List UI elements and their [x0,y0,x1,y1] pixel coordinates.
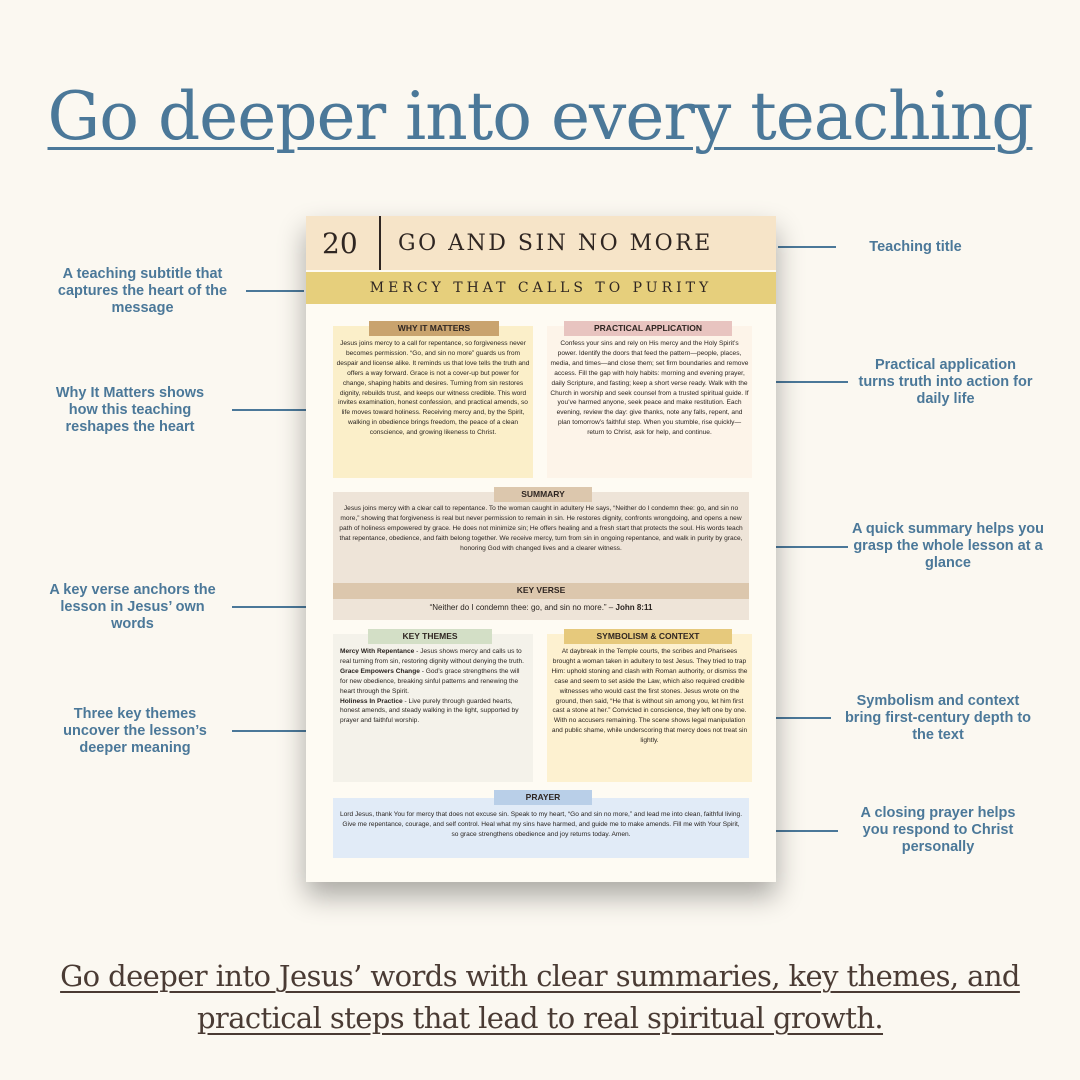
teaching-subtitle: MERCY THAT CALLS TO PURITY [306,272,776,304]
summary-text: Jesus joins mercy with a clear call to repentance. To the woman caught in adultery He says, “Neither do I condemn thee: go, and sin no more,” showing that forgiveness is real but never permission to remain in sin. He restores dignity, confronts wrongdoing, and opens a new path of holiness empowered by grace. He does not minimize sin; He offers healing and a fresh start that protects the soul. His words teach that repentance, obedience, and faith belong together. We receive mercy, turn from sin in ongoing repentance, and walk in purity by grace, honoring God with changed lives and a clearer witness. [339,505,743,552]
key-verse-text [337,603,745,613]
symbolism-text: At daybreak in the Temple courts, the scribes and Pharisees brought a woman taken in adultery to test Jesus. They tried to trap Him: uphold stoning and clash with Roman authority, or dismiss the case and seem to set aside the Law, which also required credible witnesses who would cast the first stones. Jesus wrote on the ground, then said, “He that is without sin among you, let him first cast a stone at her.” Convicted in conscience, they left one by one. With no accusers remaining. The scene shows legal manipulation and public shame, while underscoring that mercy does not treat sin lightly. [551,648,748,745]
connector-line [246,290,304,292]
callout-teaching-title: Teaching title [869,239,962,255]
practical-label: PRACTICAL APPLICATION [564,321,732,336]
callout-symbolism: Symbolism and context bring first-century depth to the text [844,693,1032,743]
title-band [306,216,776,270]
callout-practical: Practical application turns truth into action for daily life [858,357,1033,407]
callout-prayer: A closing prayer helps you respond to Christ personally [860,805,1016,855]
callout-key-verse: A key verse anchors the lesson in Jesus’ own words [49,582,216,632]
connector-line [776,381,848,383]
connector-line [776,830,838,832]
key-verse-ref: John 8:11 [615,603,653,612]
teaching-number: 20 [322,227,358,260]
connector-line [776,546,848,548]
key-verse-label [333,583,749,599]
teaching-title: GO AND SIN NO MORE [398,231,713,256]
teaching-page-preview [306,216,776,882]
title-divider [379,216,381,270]
key-themes-label: KEY THEMES [368,629,492,644]
symbolism-label: SYMBOLISM & CONTEXT [564,629,732,644]
callout-summary: A quick summary helps you grasp the whole lesson at a glance [851,521,1045,571]
theme-item: Grace Empowers Change - God’s grace strengthens the will for new obedience, breaking sinful patterns and renewing the heart through the Spirit. [340,667,520,695]
callout-why-matters: Why It Matters shows how this teaching reshapes the heart [55,385,205,435]
why-matters-label: WHY IT MATTERS [369,321,499,336]
callout-subtitle: A teaching subtitle that captures the heart of the message [57,266,228,316]
prayer-text: Lord Jesus, thank You for mercy that does not excuse sin. Speak to my heart, “Go and sin no more,” and lead me into clean, faithful living. Give me repentance, courage, and self control. Heal what my sins have harmed, and guide me to make amends. Fill me with Your Spirit, so grace strengthens obedience and joy returns today. Amen. [339,811,743,838]
summary-label: SUMMARY [494,487,592,502]
headline: Go deeper into every teaching [47,78,1033,155]
footer-tagline: Go deeper into Jesus’ words with clear summaries, key themes, and practical steps that lead to real spiritual growth. [60,959,1020,1035]
theme-item: Holiness In Practice - Live purely through guarded hearts, honest amends, and steady walking in the light, supported by prayer and faithful worship. [340,697,519,725]
key-themes-list [340,647,526,726]
key-verse-label-text: KEY VERSE [516,585,566,595]
key-verse-quote: “Neither do I condemn thee: go, and sin no more.” – [429,603,614,612]
prayer-label: PRAYER [494,790,592,805]
theme-item: Mercy With Repentance - Jesus shows mercy and calls us to real turning from sin, restoring dignity without denying the truth. [340,648,524,665]
callout-key-themes: Three key themes uncover the lesson’s deeper meaning [63,706,207,756]
practical-text: Confess your sins and rely on His mercy and the Holy Spirit’s power. Identify the doors that feed the pattern—people, places, media, and times—and close them; set firm boundaries and remove access. Fill the gap with holy habits: morning and evening prayer, daily Scripture, and fasting; keep a short verse ready. Walk with the Church in worship and seek counsel from a trusted spiritual guide. If you’ve harmed anyone, seek peace and make restitution. Each evening, review the day: give thanks, note any falls, repent, and plan tomorrow’s faithful step. When you stumble, rise quickly—return to Christ, ask for help, and continue. [550,340,749,437]
why-matters-text: Jesus joins mercy to a call for repentance, so forgiveness never becomes permission. “Go, and sin no more” guards us from despair and license alike. It reminds us that love tells the truth and offers a way forward. Grace is not a cover-up but power for change, shaping habits and desires. Turning from sin restores dignity, rebuilds trust, and keeps our witness credible. This word invites examination, honest confession, and practical amends, so life moves toward holiness. Receiving mercy and, by the Spirit, walking in obedience brings freedom, the peace of a clean conscience, and growing likeness to Christ. [336,340,530,437]
connector-line [778,246,836,248]
connector-line [776,717,831,719]
